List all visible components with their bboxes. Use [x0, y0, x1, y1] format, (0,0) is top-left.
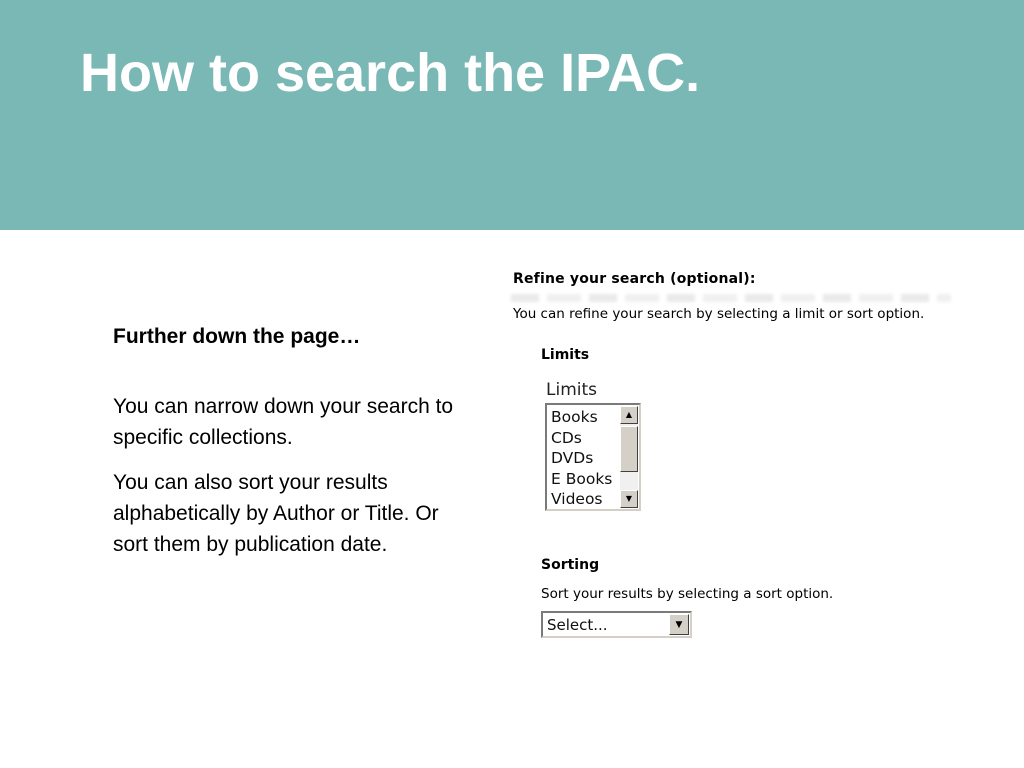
limit-option-books[interactable]: Books: [551, 408, 598, 426]
narrow-search-paragraph: You can narrow down your search to specific collections.: [113, 395, 454, 449]
down-arrow-icon[interactable]: ▼: [620, 490, 638, 508]
limits-listbox[interactable]: [545, 403, 641, 511]
up-arrow-icon[interactable]: ▲: [620, 406, 638, 424]
sorting-description: Sort your results by selecting a sort option.: [541, 586, 834, 602]
limits-options: [551, 407, 612, 510]
slide-header: [0, 0, 1024, 230]
chevron-down-icon[interactable]: ▼: [669, 614, 689, 635]
limits-listbox-label: Limits: [546, 380, 597, 400]
blurred-text-line: [511, 294, 951, 302]
slide-title: How to search the IPAC.: [80, 43, 701, 103]
refine-search-description: You can refine your search by selecting a limit or sort option.: [513, 306, 925, 322]
sort-select-value: Select...: [547, 616, 608, 634]
scrollbar-thumb[interactable]: [620, 426, 638, 472]
limits-scrollbar[interactable]: [620, 406, 638, 508]
refine-search-title: Refine your search (optional):: [513, 271, 756, 287]
limit-option-dvds[interactable]: DVDs: [551, 449, 594, 467]
limit-option-ebooks[interactable]: E Books: [551, 469, 613, 488]
limit-option-cds[interactable]: CDs: [551, 428, 582, 447]
sort-results-paragraph: You can also sort your results alphabetically by Author or Title. Or sort them by publication date.: [113, 471, 439, 556]
sorting-section-title: Sorting: [541, 557, 600, 573]
sort-select[interactable]: [541, 611, 692, 638]
instruction-heading: [113, 322, 463, 352]
limit-option-videos[interactable]: Videos: [551, 490, 603, 508]
limits-section-title: Limits: [541, 347, 590, 363]
further-down-heading: Further down the page…: [113, 325, 361, 348]
